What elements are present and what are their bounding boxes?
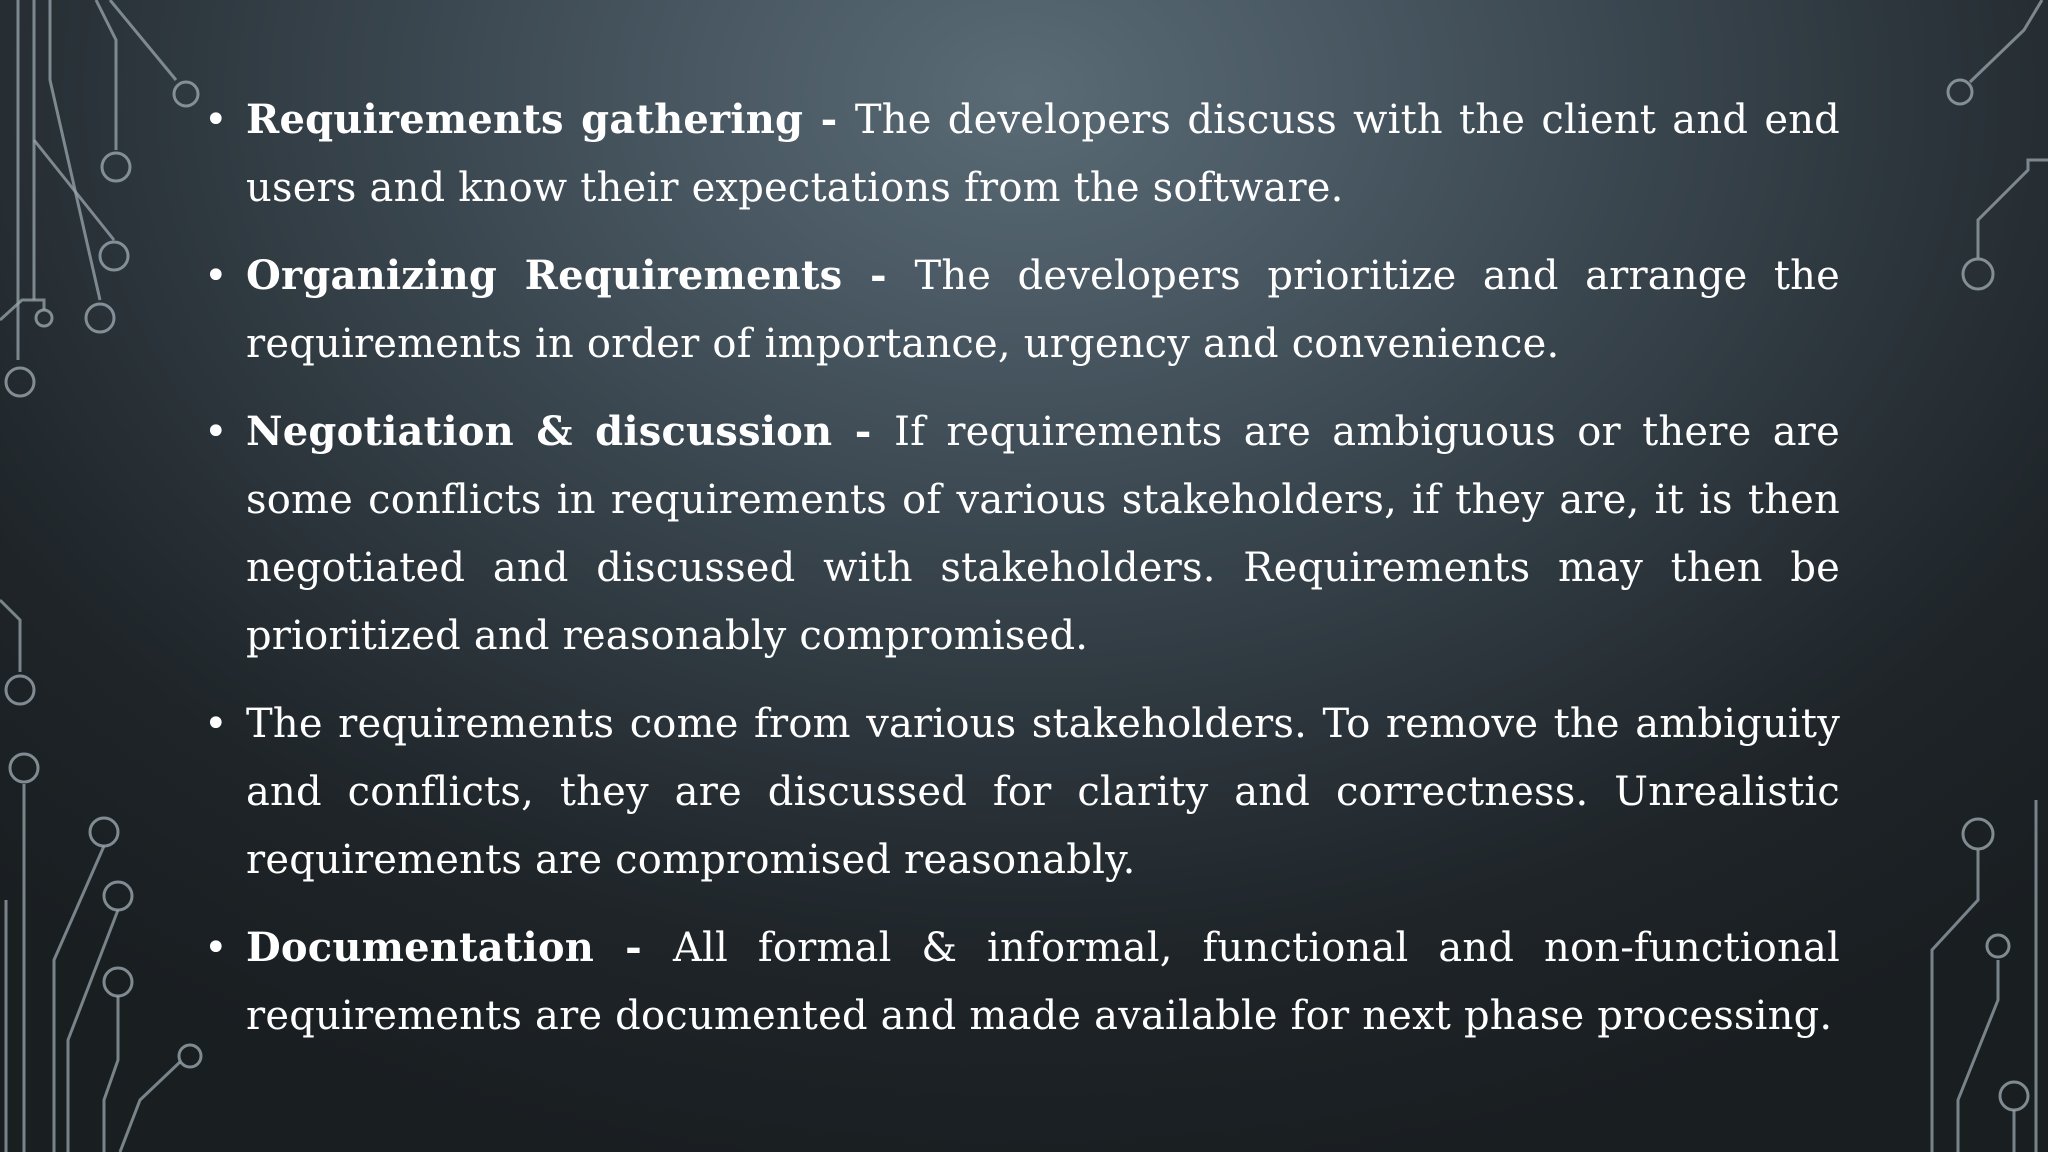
bullet-documentation <box>204 914 1840 1050</box>
bullet-term: Documentation <box>246 924 595 971</box>
slide-body <box>204 86 1840 1070</box>
bullet-text: The developers prioritize and arrange the requirements in order of importance, urgency and convenience. <box>246 253 1840 367</box>
bullet-term: Negotiation & discussion <box>246 408 833 455</box>
bullet-term: Organizing Requirements <box>246 252 843 299</box>
bullet-glyph: • <box>204 253 228 299</box>
circuit-decoration-left <box>0 0 220 1152</box>
bullet-text: The developers discuss with the client and end users and know their expectations from the software. <box>246 97 1840 211</box>
bullet-stakeholders <box>204 690 1840 894</box>
bullet-glyph: • <box>204 925 228 971</box>
circuit-decoration-right <box>1828 0 2048 1152</box>
bullet-separator: - <box>803 96 855 143</box>
bullet-organizing-requirements <box>204 242 1840 378</box>
bullet-glyph: • <box>204 97 228 143</box>
bullet-separator: - <box>842 252 915 299</box>
bullet-glyph: • <box>204 409 228 455</box>
bullet-text: The requirements come from various stakeholders. To remove the ambiguity and conflicts, they are discussed for clarity and correctness. Unrealistic requirements are compromised reasonably. <box>246 701 1840 883</box>
bullet-text: All formal & informal, functional and non-functional requirements are documented and made available for next phase processing. <box>246 925 1840 1039</box>
bullet-glyph: • <box>204 701 228 747</box>
bullet-term: Requirements gathering <box>246 96 804 143</box>
bullet-text: If requirements are ambiguous or there are some conflicts in requirements of various stakeholders, if they are, it is then negotiated and discussed with stakeholders. Requirements may then be prioritized and reasonably compromised. <box>246 409 1840 659</box>
bullet-separator: - <box>832 408 895 455</box>
bullet-negotiation-discussion <box>204 398 1840 670</box>
bullet-separator: - <box>594 924 673 971</box>
bullet-requirements-gathering <box>204 86 1840 222</box>
